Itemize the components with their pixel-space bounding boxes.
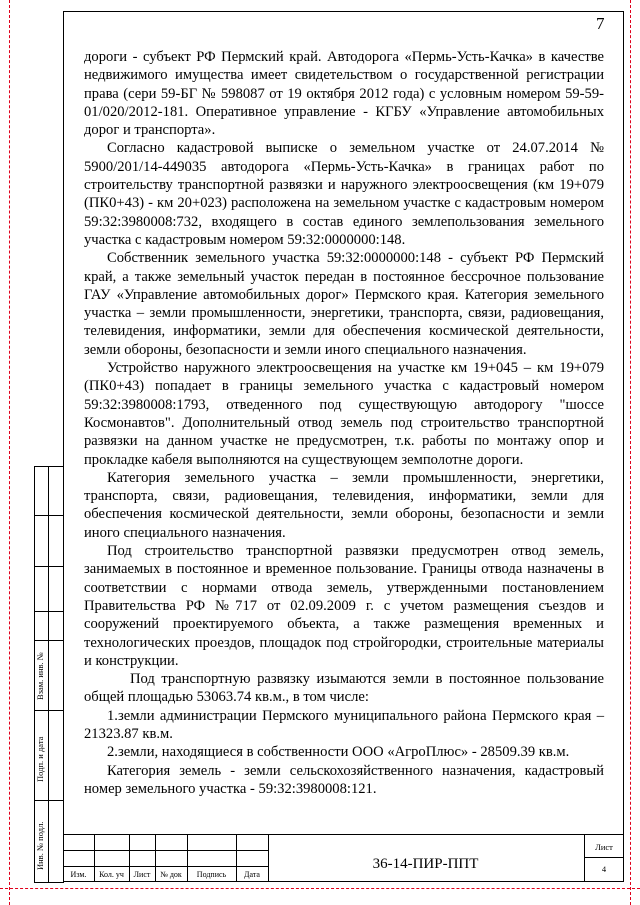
cut-line-left — [9, 0, 10, 905]
side-label-inv-original: Инв. № подл. — [35, 821, 45, 870]
cut-line-right — [630, 0, 631, 905]
sheet-label: Лист — [595, 842, 613, 852]
paragraph-3: Собственник земельного участка 59:32:0000000:148 - субъект РФ Пермский край, а также земельный участок передан в постоянное бессрочное пользование ГАУ «Управление автомобильных дорог» Пермского края. Категория земельного участка – земли промышленности, энергетики, транспорта, связи, радиовещания, телевидения, информатики, земли для обеспечения космической деятельности, земли обороны, безопасности и земли иного специального назначения. — [84, 250, 604, 358]
page-number: 7 — [596, 14, 605, 33]
document-code: 36-14-ПИР-ППТ — [372, 856, 479, 872]
sheet-number: 4 — [601, 864, 607, 874]
col-izm: Изм. — [70, 870, 87, 879]
paragraph-8: 1.земли администрации Пермского муниципального района Пермского края – 21323.87 кв.м. — [84, 707, 604, 742]
col-date: Дата — [244, 870, 260, 879]
col-list: Лист — [133, 870, 151, 879]
document-body — [84, 48, 604, 798]
col-signature: Подпись — [196, 870, 227, 879]
paragraph-9: 2.земли, находящиеся в собственности ООО «АгроПлюс» - 28509.39 кв.м. — [107, 744, 570, 761]
cut-line-bottom — [0, 888, 640, 889]
col-kol-uch: Кол. уч — [99, 870, 124, 879]
paragraph-7: Под транспортную развязку изымаются земли в постоянное пользование общей площадью 53063.74 кв.м., в том числе: — [84, 671, 604, 706]
paragraph-4: Устройство наружного электроосвещения на участке км 19+045 – км 19+079 (ПК0+43) попадает в границы земельного участка с кадастровый номером 59:32:3980008:1793, отведенного под существующую автодорогу "шоссе Космонавтов". Дополнительный отвод земель под строительство транспортной развязки на данном участке не предусмотрен, т.к. работы по монтажу опор и прокладке кабеля выполняются на существующем земполотне дороги. — [84, 360, 604, 468]
paragraph-1: дороги - субъект РФ Пермский край. Автодорога «Пермь-Усть-Качка» в качестве недвижимого имущества имеет свидетельством о государственной регистрации права (сери 59-БГ № 598087 от 19 октября 2012 года) с условным номером 59-59-01/020/2012-181. Оперативное управление - КГБУ «Управление автомобильных дорог и транспорта». — [84, 49, 604, 139]
col-doc-number: № док — [160, 870, 182, 879]
side-label-signature-date: Подп. и дата — [35, 736, 45, 782]
side-label-inv-replace: Взам. инв. № — [35, 652, 45, 700]
paragraph-5: Категория земельного участка – земли промышленности, энергетики, транспорта, связи, радиовещания, телевидения, информатики, земли для обеспечения космической деятельности, земли обороны, безопасности и земли иного специального назначения. — [84, 469, 604, 541]
paragraph-6: Под строительство транспортной развязки предусмотрен отвод земель, занимаемых в постоянное и временное пользование. Границы отвода назначены в соответствии с нормами отвода земель, утвержденными постановлением Правительства РФ №717 от 02.09.2009 г. с учетом размещения съездов и сооружений проектируемого объекта, а также размещения временных и технологических проездов, площадок под стройгородки, строительные материалы и конструкции. — [84, 543, 604, 669]
paragraph-10: Категория земель - земли сельскохозяйственного назначения, кадастровый номер земельного участка - 59:32:3980008:121. — [84, 762, 604, 797]
paragraph-2: Согласно кадастровой выписке о земельном участке от 24.07.2014 № 5900/201/14-449035 автодорога «Пермь-Усть-Качка» в границах работ по строительству транспортной развязки и наружного электроосвещения (км 19+079 (ПК0+43) - км 20+023) расположена на земельном участке с кадастровым номером 59:32:3980008:732, входящего в состав единого землепользования земельного участка с кадастровым номером 59:32:0000000:148. — [84, 140, 604, 248]
